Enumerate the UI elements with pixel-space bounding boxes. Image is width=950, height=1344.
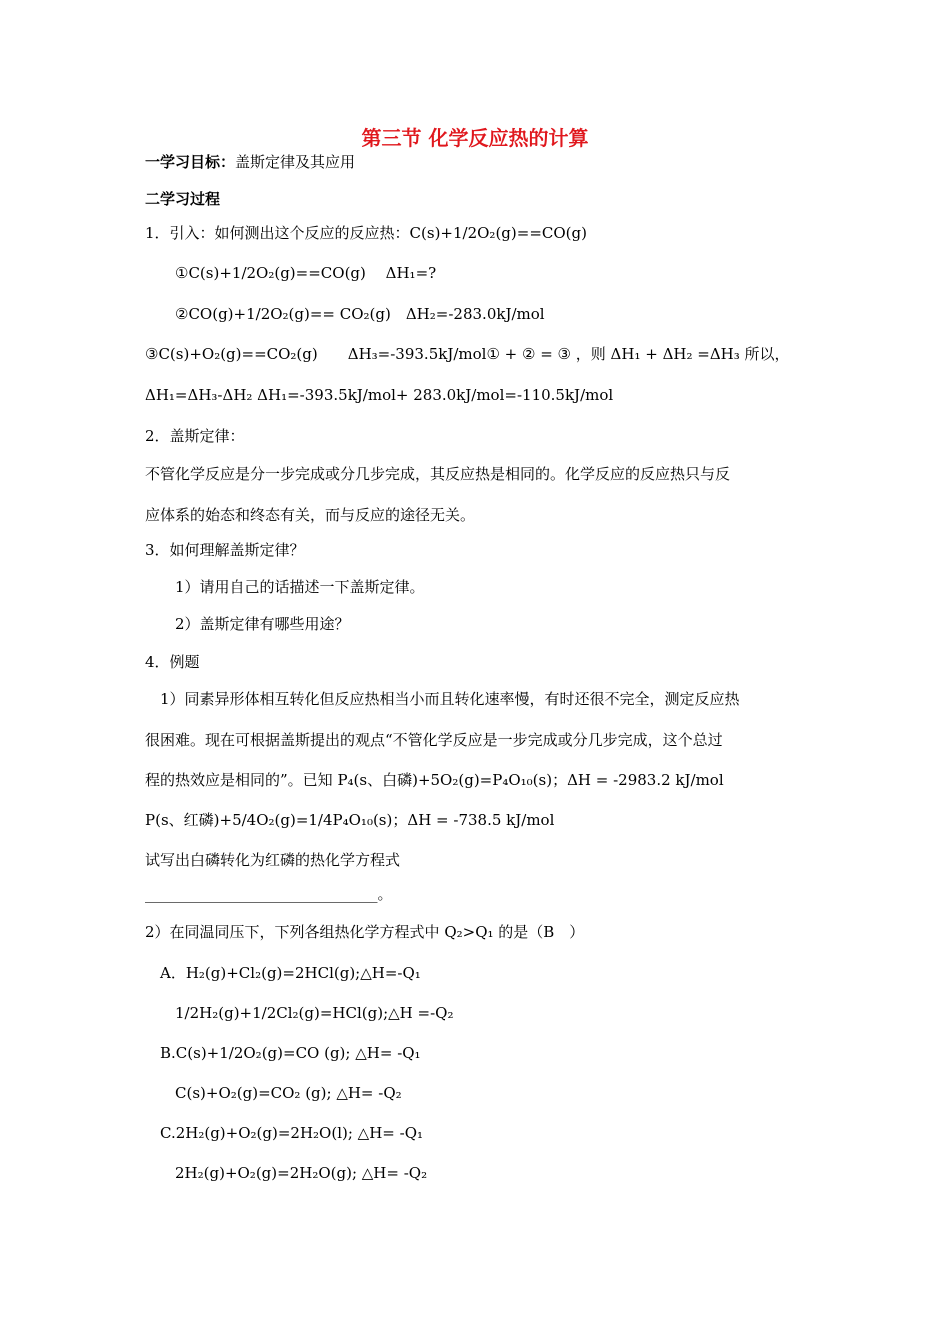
example1-line4: P(s、红磷)+5/4O₂(g)=1/4P₄O₁₀(s)；ΔH = -738.5 kJ/mol bbox=[145, 811, 555, 829]
section2-heading: 2．盖斯定律： bbox=[145, 427, 245, 445]
example1-line3: 程的热效应是相同的”。已知 P₄(s、白磷)+5O₂(g)=P₄O₁₀(s)；ΔH = -2983.2 kJ/mol bbox=[145, 771, 724, 789]
section3-heading: 3．如何理解盖斯定律？ bbox=[145, 541, 305, 559]
process-heading: 二学习过程 bbox=[145, 190, 221, 208]
section1-result: ΔH₁=ΔH₃-ΔH₂ ΔH₁=-393.5kJ/mol+ 283.0kJ/mol=-110.5kJ/mol bbox=[145, 386, 614, 404]
page-title: 第三节 化学反应热的计算 bbox=[361, 126, 589, 150]
option-a-line2: 1/2H₂(g)+1/2Cl₂(g)=HCl(g);△H =-Q₂ bbox=[175, 1004, 454, 1022]
answer-blank: _______________________________。 bbox=[145, 885, 393, 903]
objective-label: 一学习目标： bbox=[145, 153, 236, 171]
example1-line5: 试写出白磷转化为红磷的热化学方程式 bbox=[145, 851, 401, 869]
section3-q2: 2）盖斯定律有哪些用途？ bbox=[175, 615, 350, 633]
option-c-line1: C.2H₂(g)+O₂(g)=2H₂O(l); △H= -Q₁ bbox=[160, 1124, 423, 1142]
section1-eq2: ②CO(g)+1/2O₂(g)== CO₂(g) ΔH₂=-283.0kJ/mol bbox=[175, 305, 545, 323]
example1-line1: 1）同素异形体相互转化但反应热相当小而且转化速率慢，有时还很不完全，测定反应热 bbox=[160, 690, 740, 708]
option-b-line2: C(s)+O₂(g)=CO₂ (g); △H= -Q₂ bbox=[175, 1084, 402, 1102]
section2-line2: 应体系的始态和终态有关，而与反应的途径无关。 bbox=[145, 506, 476, 524]
section1-eq3: ③C(s)+O₂(g)==CO₂(g) ΔH₃=-393.5kJ/mol① + ② = ③ ，则 ΔH₁ + ΔH₂ =ΔH₃ 所以， bbox=[145, 345, 790, 363]
objective-line bbox=[145, 152, 355, 172]
section4-heading: 4．例题 bbox=[145, 653, 200, 671]
option-c-line2: 2H₂(g)+O₂(g)=2H₂O(g); △H= -Q₂ bbox=[175, 1164, 428, 1182]
example1-line2: 很困难。现在可根据盖斯提出的观点“不管化学反应是一步完成或分几步完成，这个总过 bbox=[145, 731, 723, 749]
section2-line1: 不管化学反应是分一步完成或分几步完成，其反应热是相同的。化学反应的反应热只与反 bbox=[145, 465, 731, 483]
section3-q1: 1）请用自己的话描述一下盖斯定律。 bbox=[175, 578, 425, 596]
option-b-line1: B.C(s)+1/2O₂(g)=CO (g); △H= -Q₁ bbox=[160, 1044, 421, 1062]
section1-intro: 1．引入：如何测出这个反应的反应热：C(s)+1/2O₂(g)==CO(g) bbox=[145, 224, 587, 242]
option-a-line1: A．H₂(g)+Cl₂(g)=2HCl(g);△H=-Q₁ bbox=[160, 964, 421, 982]
example2-heading: 2）在同温同压下，下列各组热化学方程式中 Q₂>Q₁ 的是（B ） bbox=[145, 923, 585, 941]
objective-text: 盖斯定律及其应用 bbox=[235, 153, 356, 171]
section1-eq1: ①C(s)+1/2O₂(g)==CO(g) ΔH₁=? bbox=[175, 264, 437, 282]
